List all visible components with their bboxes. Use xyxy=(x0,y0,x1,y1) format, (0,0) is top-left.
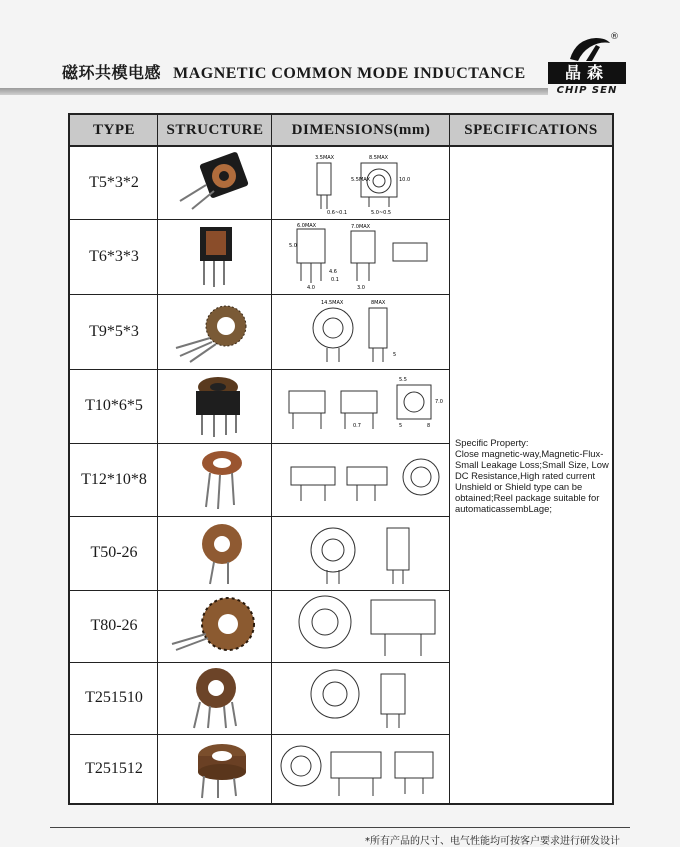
product-table xyxy=(68,113,614,805)
structure-image-t5 xyxy=(162,151,268,215)
dim-label: 8 xyxy=(427,423,431,429)
header-rule xyxy=(0,88,548,95)
brand-name-en: CHIP SEN xyxy=(556,85,618,96)
dimension-diagram xyxy=(275,666,447,731)
dim-label: 3.0 xyxy=(357,285,365,291)
dim-label: 0.1 xyxy=(331,277,339,283)
dim-label: 4.0 xyxy=(307,285,315,291)
dim-label: 5.5 xyxy=(399,377,407,383)
dim-label: 5 xyxy=(393,352,397,358)
type-cell: T251510 xyxy=(85,689,143,706)
page-title-en: MAGNETIC COMMON MODE INDUCTANCE xyxy=(173,65,526,82)
type-cell: T6*3*3 xyxy=(89,247,139,265)
dimension-diagram xyxy=(275,594,447,659)
structure-image-t80 xyxy=(162,594,268,659)
inductor-photo-icon xyxy=(162,447,268,513)
type-cell: T251512 xyxy=(85,759,143,777)
dimension-drawing-t50 xyxy=(275,520,447,587)
inductor-photo-icon xyxy=(162,666,268,731)
dimension-diagram xyxy=(275,298,447,366)
dim-label: 0.7 xyxy=(353,423,361,429)
dim-label: 5.0~0.5 xyxy=(371,210,392,215)
dimension-diagram xyxy=(275,223,447,291)
footer-note: *所有产品的尺寸、电气性能均可按客户要求进行研发设计 xyxy=(365,836,620,847)
structure-image-t9 xyxy=(162,298,268,366)
dim-label: 4.6 xyxy=(329,269,337,275)
header-dimensions: DIMENSIONS(mm) xyxy=(272,115,450,147)
dim-label: 3.5MAX xyxy=(315,155,335,161)
dimension-drawing-t10 xyxy=(275,373,447,440)
structure-image-t251510 xyxy=(162,666,268,731)
dimension-drawing-t251512 xyxy=(275,738,447,800)
specifications-text: Specific Property: Close magnetic-way,Magnetic-Flux-Small Leakage Loss;Small Size, Low DC Resistance,High rated current Unshield or Shield type can be obtained;Reel package suitable for automaticassembLage; xyxy=(455,437,609,514)
header-specifications: SPECIFICATIONS xyxy=(450,115,612,147)
dimension-drawing-t80 xyxy=(275,594,447,659)
dim-label: 7.0MAX xyxy=(351,224,371,230)
dim-label: 5.0 xyxy=(289,243,297,249)
inductor-photo-icon xyxy=(162,520,268,587)
dimension-drawing-t6 xyxy=(275,223,447,291)
type-cell: T12*10*8 xyxy=(81,470,147,488)
dimension-drawing-t12 xyxy=(275,447,447,513)
inductor-photo-icon xyxy=(162,298,268,366)
inductor-photo-icon xyxy=(162,373,268,440)
page-title-cn: 磁环共模电感 xyxy=(62,63,162,82)
type-cell: T9*5*3 xyxy=(89,322,139,340)
brand-name-cn: 晶森 xyxy=(548,62,626,84)
registered-mark: ® xyxy=(610,32,619,42)
inductor-photo-icon xyxy=(162,594,268,659)
dimension-diagram xyxy=(275,373,447,440)
footer-rule xyxy=(50,827,630,828)
dim-label: 8MAX xyxy=(371,300,386,306)
dim-label: 14.5MAX xyxy=(321,300,344,306)
brand-mark-icon xyxy=(566,35,612,63)
dimension-diagram xyxy=(275,151,447,215)
dimension-drawing-t9 xyxy=(275,298,447,366)
inductor-photo-icon xyxy=(162,223,268,291)
type-cell: T50-26 xyxy=(90,544,138,561)
brand-logo xyxy=(548,35,626,99)
type-cell: T80-26 xyxy=(90,617,138,634)
dim-label: 5 xyxy=(399,423,403,429)
dimension-diagram xyxy=(275,738,447,800)
structure-image-t50 xyxy=(162,520,268,587)
dim-label: 10.0 xyxy=(399,177,411,183)
header-type: TYPE xyxy=(70,115,158,147)
dim-label: 8.5MAX xyxy=(369,155,389,161)
inductor-photo-icon xyxy=(162,738,268,800)
structure-image-t12 xyxy=(162,447,268,513)
structure-image-t251512 xyxy=(162,738,268,800)
dim-label: 0.6~0.1 xyxy=(327,210,348,215)
structure-image-t10 xyxy=(162,373,268,440)
type-cell: T5*3*2 xyxy=(89,174,139,191)
dimension-diagram xyxy=(275,520,447,587)
dim-label: 7.0 xyxy=(435,399,443,405)
inductor-photo-icon xyxy=(162,151,268,215)
dimension-drawing-t251510 xyxy=(275,666,447,731)
dim-label: 5.5MAX xyxy=(351,177,371,183)
dim-label: 6.0MAX xyxy=(297,223,317,229)
dimension-drawing-t5 xyxy=(275,151,447,215)
structure-image-t6 xyxy=(162,223,268,291)
page-title xyxy=(62,60,526,83)
type-cell: T10*6*5 xyxy=(85,397,143,414)
header-structure: STRUCTURE xyxy=(158,115,272,147)
dimension-diagram xyxy=(275,447,447,513)
